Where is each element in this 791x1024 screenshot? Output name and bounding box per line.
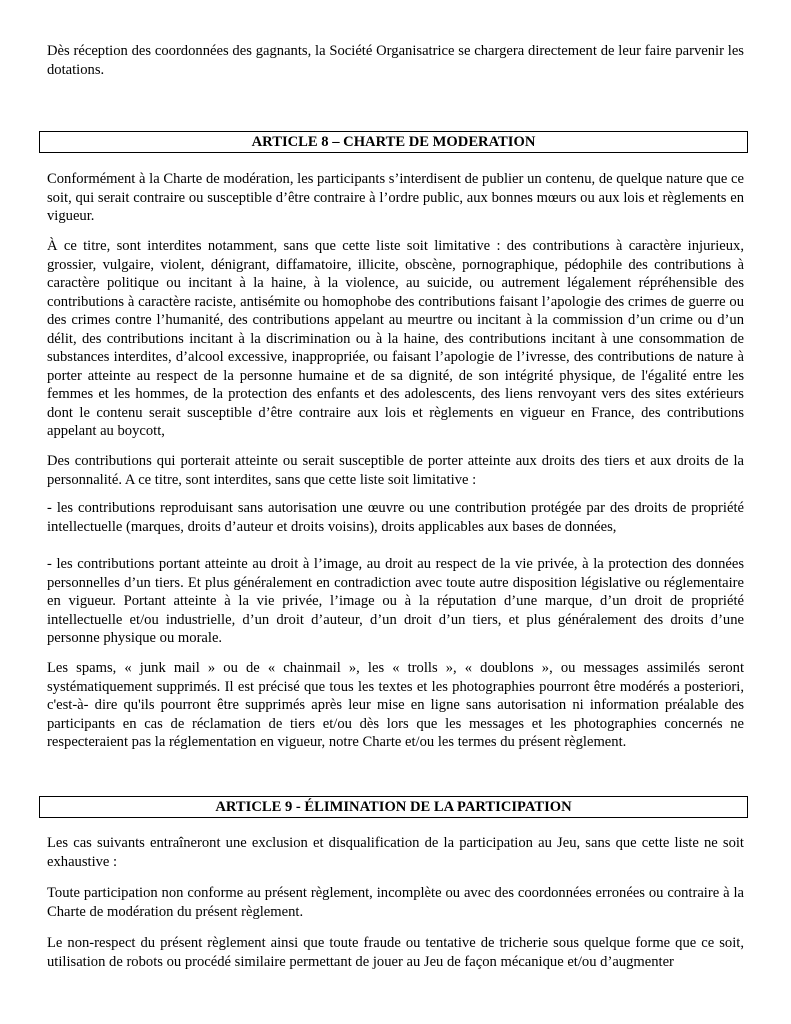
article-8-paragraph-4: Les spams, « junk mail » ou de « chainmail », les « trolls », « doublons », ou messages assimilés seront systématiquement supprimés. Il est précisé que tous les textes et les photographies pourront être modérés a posteriori, c'est-à- dire qu'ils pourront être supprimés après leur mise en ligne sans autorisation ni information préalable des participants en cas de réclamation de tiers et/ou dès lors que les messages et les photographies concernés ne respecteraient pas la réglementation en vigueur, notre Charte et/ou les termes du présent règlement. xyxy=(47,660,744,750)
article-8-paragraph-3: Des contributions qui porterait atteinte ou serait susceptible de porter atteinte aux droits des tiers et aux droits de la personnalité. A ce titre, sont interdites, sans que cette liste soit limitative : xyxy=(47,453,744,488)
article-8-paragraph-1: Conformément à la Charte de modération, les participants s’interdisent de publier un contenu, de quelque nature que ce soit, qui serait contraire ou susceptible d’être contraire à l’ordre public, aux bonnes mœurs ou aux lois et règlements en vigueur. xyxy=(47,171,744,224)
article-8-heading: ARTICLE 8 – CHARTE DE MODERATION xyxy=(39,131,748,153)
article-8-list-item-1: - les contributions reproduisant sans autorisation une œuvre ou une contribution protégée par des droits de propriété intellectuelle (marques, droits d’auteur et droits voisins), droits applicables aux bases de données, xyxy=(47,500,744,535)
article-9-paragraph-3: Le non-respect du présent règlement ainsi que toute fraude ou tentative de tricherie sous quelque forme que ce soit, utilisation de robots ou procédé similaire permettant de jouer au Jeu de façon mécanique et/ou d’augmenter xyxy=(47,935,744,970)
intro-paragraph: Dès réception des coordonnées des gagnants, la Société Organisatrice se chargera directement de leur faire parvenir les dotations. xyxy=(47,43,744,78)
article-9-paragraph-2: Toute participation non conforme au présent règlement, incomplète ou avec des coordonnées erronées ou contraire à la Charte de modération du présent règlement. xyxy=(47,885,744,920)
article-9-heading: ARTICLE 9 - ÉLIMINATION DE LA PARTICIPATION xyxy=(39,796,748,818)
article-8-paragraph-2: À ce titre, sont interdites notamment, sans que cette liste soit limitative : des contributions à caractère injurieux, grossier, vulgaire, violent, dénigrant, diffamatoire, illicite, obscène, pornographique, pédophile des contributions à caractère politique ou incitant à la haine, à la violence, au suicide, ou autrement légalement répréhensible des contributions à caractère raciste, antisémite ou homophobe des contributions faisant l’apologie des crimes de guerre ou des crimes contre l’humanité, des contributions appelant au meurtre ou incitant à la commission d’un crime ou d’un délit, des contributions incitant à la discrimination ou à la haine, des contributions incitant à une consommation de substances interdites, d’alcool excessive, inappropriée, ou faisant l’apologie de l’ivresse, des contributions de nature à porter atteinte au respect de la personne humaine et de sa dignité, de son intégrité physique, de l'égalité entre les femmes et les hommes, de la protection des enfants et des adolescents, des liens renvoyant vers des sites extérieurs dont le contenu serait susceptible d’être contraire aux lois et règlements en vigueur en France, des contributions appelant au boycott, xyxy=(47,238,744,439)
article-9-paragraph-1: Les cas suivants entraîneront une exclusion et disqualification de la participation au Jeu, sans que cette liste ne soit exhaustive : xyxy=(47,835,744,870)
article-8-list-item-2: - les contributions portant atteinte au droit à l’image, au droit au respect de la vie privée, à la protection des données personnelles d’un tiers. Et plus généralement en contradiction avec toute autre disposition législative ou réglementaire en vigueur. Portant atteinte à la vie privée, l’image ou à la réputation d’une marque, d’un droit de propriété intellectuelle et/ou industrielle, d’un droit d’auteur, d’un droit d’un tiers, et plus généralement des droits d’une personne physique ou morale. xyxy=(47,556,744,646)
